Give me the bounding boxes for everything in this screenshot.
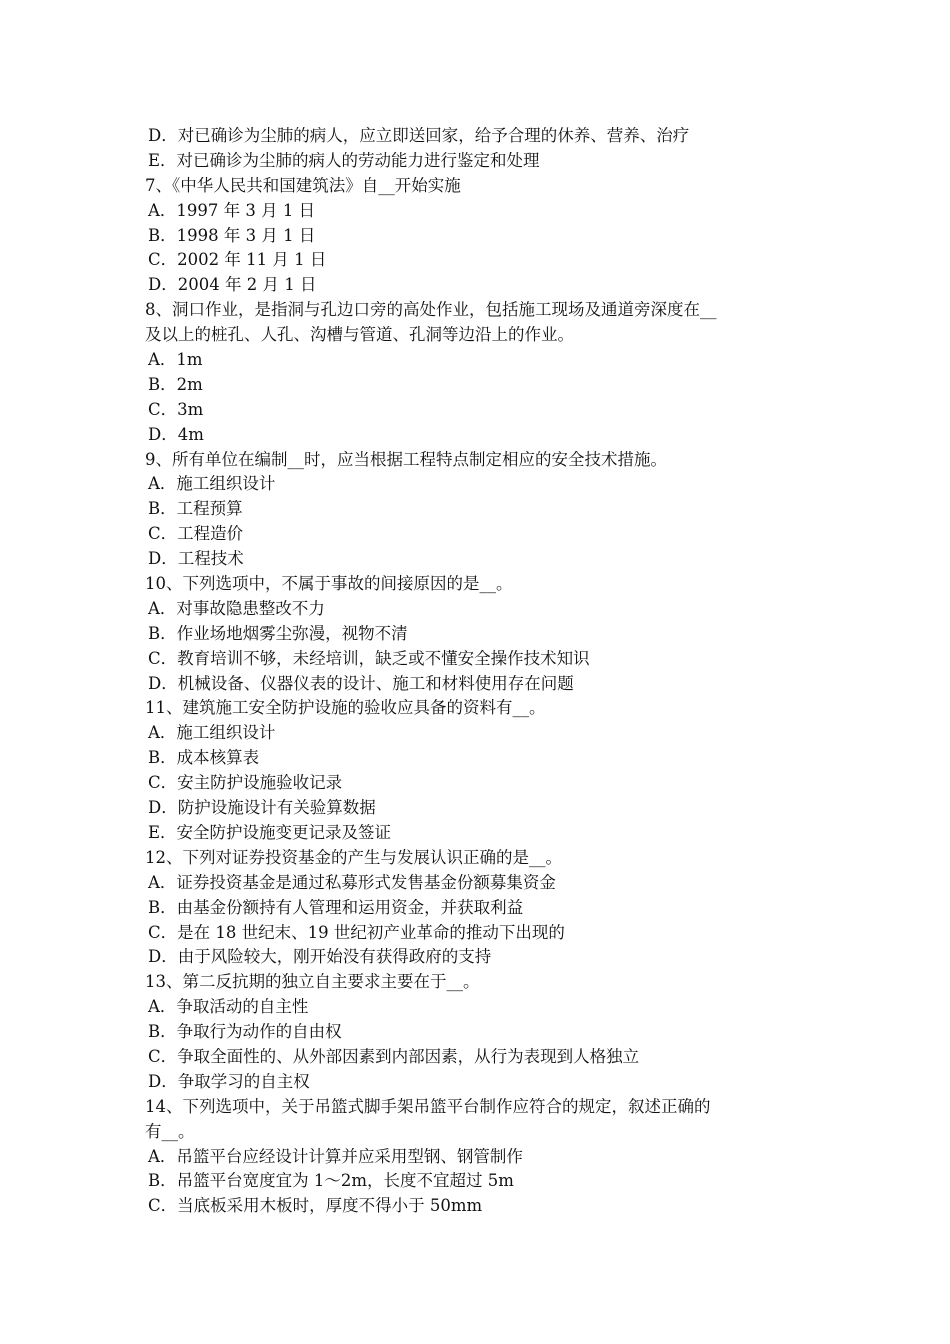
answer-option-line: C．安主防护设施验收记录 (148, 773, 343, 793)
answer-option-line: B．工程预算 (148, 499, 243, 519)
answer-option-line: B．由基金份额持有人管理和运用资金，并获取利益 (148, 897, 524, 917)
question-text-line: 及以上的桩孔、人孔、沟槽与管道、孔洞等边沿上的作业。 (145, 325, 574, 345)
question-text-line: 8、洞口作业，是指洞与孔边口旁的高处作业，包括施工现场及通道旁深度在__ (145, 300, 717, 320)
answer-option-line: D．争取学习的自主权 (148, 1071, 310, 1091)
question-text-line: 13、第二反抗期的独立自主要求主要在于__。 (145, 972, 480, 992)
question-text-line: 11、建筑施工安全防护设施的验收应具备的资料有__。 (145, 698, 546, 718)
answer-option-line: D．对已确诊为尘肺的病人，应立即送回家，给予合理的休养、营养、治疗 (148, 126, 690, 145)
answer-option-line: C．3m (148, 399, 204, 419)
answer-option-line: C．是在 18 世纪末、19 世纪初产业革命的推动下出现的 (148, 922, 565, 942)
answer-option-line: D．防护设施设计有关验算数据 (148, 798, 376, 818)
answer-option-line: E．安全防护设施变更记录及签证 (148, 822, 392, 842)
question-text-line: 14、下列选项中，关于吊篮式脚手架吊篮平台制作应符合的规定，叙述正确的 (145, 1096, 711, 1116)
answer-option-line: B．1998 年 3 月 1 日 (148, 225, 316, 245)
answer-option-line: A．施工组织设计 (148, 723, 276, 743)
answer-option-line: E．对已确诊为尘肺的病人的劳动能力进行鉴定和处理 (148, 150, 540, 170)
answer-option-line: D．工程技术 (148, 549, 244, 569)
document-body (145, 124, 810, 1219)
answer-option-line: B．作业场地烟雾尘弥漫，视物不清 (148, 623, 408, 643)
question-text-line: 10、下列选项中，不属于事故的间接原因的是__。 (145, 574, 513, 594)
question-text-line: 有__。 (145, 1121, 195, 1141)
answer-option-line: B．争取行为动作的自由权 (148, 1022, 342, 1042)
answer-option-line: A．证券投资基金是通过私募形式发售基金份额募集资金 (148, 872, 556, 892)
answer-option-line: A．对事故隐患整改不力 (148, 598, 325, 618)
answer-option-line: B．成本核算表 (148, 748, 260, 768)
question-text-line: 9、所有单位在编制__时，应当根据工程特点制定相应的安全技术措施。 (145, 449, 667, 469)
question-text-line: 7、《中华人民共和国建筑法》自__开始实施 (145, 175, 461, 195)
answer-option-line: A．1m (148, 350, 203, 370)
answer-option-line: D．由于风险较大，刚开始没有获得政府的支持 (148, 947, 492, 967)
question-text-line: 12、下列对证券投资基金的产生与发展认识正确的是__。 (145, 847, 562, 867)
answer-option-line: A．施工组织设计 (148, 474, 276, 494)
answer-option-line: C．工程造价 (148, 524, 244, 544)
answer-option-line: D．机械设备、仪器仪表的设计、施工和材料使用存在问题 (148, 673, 574, 693)
answer-option-line: A．争取活动的自主性 (148, 997, 309, 1017)
answer-option-line: C．当底板采用木板时，厚度不得小于 50mm (148, 1196, 483, 1216)
answer-option-line: C．争取全面性的、从外部因素到内部因素，从行为表现到人格独立 (148, 1046, 640, 1066)
answer-option-line: B．2m (148, 374, 203, 394)
answer-option-line: A．1997 年 3 月 1 日 (148, 200, 316, 220)
answer-option-line: D．2004 年 2 月 1 日 (148, 275, 317, 295)
answer-option-line: C．教育培训不够，未经培训，缺乏或不懂安全操作技术知识 (148, 648, 590, 668)
answer-option-line: A．吊篮平台应经设计计算并应采用型钢、钢管制作 (148, 1146, 523, 1166)
answer-option-line: C．2002 年 11 月 1 日 (148, 250, 327, 270)
answer-option-line: B．吊篮平台宽度宜为 1～2m，长度不宜超过 5m (148, 1171, 514, 1191)
answer-option-line: D．4m (148, 424, 204, 444)
